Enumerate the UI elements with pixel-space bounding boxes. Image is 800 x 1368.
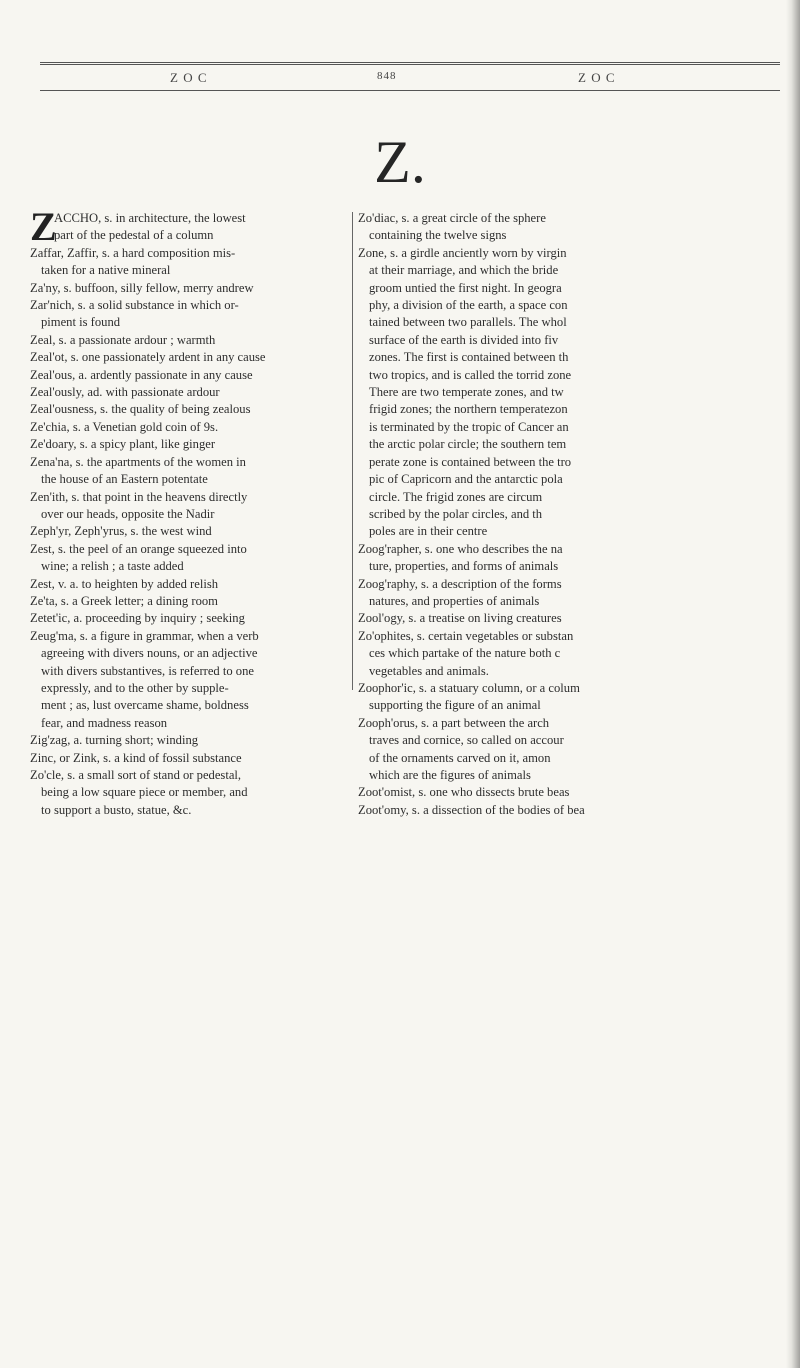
entry-headline: Zest, v. a. to heighten by added relish bbox=[30, 576, 219, 591]
entry-continuation: ces which partake of the nature both c bbox=[369, 646, 561, 661]
entry-headline: Zest, s. the peel of an orange squeezed into bbox=[30, 541, 247, 556]
entry-continuation: at their marriage, and which the bride bbox=[369, 263, 559, 278]
entry-continuation: containing the twelve signs bbox=[369, 228, 507, 243]
entry-continuation: fear, and madness reason bbox=[41, 715, 168, 730]
entry-continuation: phy, a division of the earth, a space con bbox=[369, 298, 568, 313]
dictionary-entry bbox=[30, 332, 348, 349]
entry-headline: Ze'ta, s. a Greek letter; a dining room bbox=[30, 593, 218, 608]
entry-headline: Zoog'raphy, s. a description of the forms bbox=[358, 576, 562, 591]
entry-continuation: scribed by the polar circles, and th bbox=[369, 506, 543, 521]
entry-continuation: traves and cornice, so called on accour bbox=[369, 733, 564, 748]
section-letter: Z. bbox=[374, 129, 426, 195]
entry-headline: Zoophor'ic, s. a statuary column, or a colum bbox=[358, 680, 580, 695]
entry-continuation: the arctic polar circle; the southern tem bbox=[369, 437, 567, 452]
dictionary-entry bbox=[358, 802, 770, 819]
entry-continuation: being a low square piece or member, and bbox=[41, 785, 248, 800]
entry-headline: Zoog'rapher, s. one who describes the na bbox=[358, 541, 563, 556]
entry-headline: Zo'diac, s. a great circle of the sphere bbox=[358, 211, 546, 225]
dictionary-entry bbox=[30, 454, 348, 489]
first-entry-line: ACCHO, s. in architecture, the lowest bbox=[54, 211, 246, 225]
dictionary-entry bbox=[358, 680, 770, 715]
right-entry-list bbox=[358, 210, 770, 819]
entry-continuation: with divers substantives, is referred to one bbox=[41, 663, 254, 678]
entry-headline: Zeal'ously, ad. with passionate ardour bbox=[30, 385, 220, 400]
entry-continuation: ture, properties, and forms of animals bbox=[369, 559, 559, 574]
entry-continuation: zones. The first is contained between th bbox=[369, 350, 569, 365]
dictionary-entry bbox=[358, 541, 770, 576]
entry-headline: Zoot'omy, s. a dissection of the bodies of bea bbox=[358, 802, 585, 817]
first-entry-line: part of the pedestal of a column bbox=[54, 228, 214, 243]
dictionary-entry bbox=[358, 610, 770, 627]
dictionary-entry bbox=[30, 750, 348, 767]
dictionary-entry bbox=[30, 297, 348, 332]
entry-continuation: wine; a relish ; a taste added bbox=[41, 559, 184, 574]
entry-headline: Zaffar, Zaffir, s. a hard composition mis- bbox=[30, 245, 236, 260]
entry-headline: Zo'cle, s. a small sort of stand or pedestal, bbox=[30, 768, 242, 782]
dictionary-entry bbox=[30, 436, 348, 453]
entry-headline: Zeal'ousness, s. the quality of being zealous bbox=[30, 402, 251, 417]
entry-continuation: the house of an Eastern potentate bbox=[41, 472, 208, 487]
entry-headline: Zoot'omist, s. one who dissects brute beas bbox=[358, 785, 570, 800]
dictionary-entry bbox=[30, 576, 348, 593]
entry-headline: Zeph'yr, Zeph'yrus, s. the west wind bbox=[30, 524, 212, 539]
entry-continuation: to support a busto, statue, &c. bbox=[41, 802, 192, 817]
left-entry-list bbox=[30, 245, 348, 819]
entry-headline: Zeal'ous, a. ardently passionate in any cause bbox=[30, 367, 253, 382]
entry-headline: Zeug'ma, s. a figure in grammar, when a verb bbox=[30, 628, 259, 643]
dictionary-entry bbox=[30, 610, 348, 627]
header-rule bbox=[40, 90, 780, 91]
dictionary-entry bbox=[30, 367, 348, 384]
dictionary-entry bbox=[30, 349, 348, 366]
dictionary-entry bbox=[30, 541, 348, 576]
entry-continuation: natures, and properties of animals bbox=[369, 593, 540, 608]
entry-continuation: expressly, and to the other by supple- bbox=[41, 680, 229, 695]
page-number: 848 bbox=[377, 70, 397, 82]
entry-continuation: two tropics, and is called the torrid zone bbox=[369, 367, 572, 382]
dictionary-entry bbox=[30, 419, 348, 436]
dictionary-entry bbox=[358, 576, 770, 611]
dictionary-entry bbox=[30, 523, 348, 540]
entry-headline: Zeal, s. a passionate ardour ; warmth bbox=[30, 332, 216, 347]
dictionary-entry bbox=[30, 767, 348, 819]
dictionary-entry bbox=[30, 628, 348, 732]
right-column bbox=[358, 210, 770, 819]
dictionary-entry bbox=[30, 384, 348, 401]
entry-headline: Zar'nich, s. a solid substance in which or- bbox=[30, 298, 239, 313]
entry-headline: Zetet'ic, a. proceeding by inquiry ; seeking bbox=[30, 611, 245, 626]
dictionary-entry bbox=[30, 732, 348, 749]
entry-continuation: There are two temperate zones, and tw bbox=[369, 385, 564, 400]
entry-headline: Ze'doary, s. a spicy plant, like ginger bbox=[30, 437, 216, 452]
entry-headline: Zo'ophites, s. certain vegetables or substan bbox=[358, 628, 574, 643]
entry-continuation: of the ornaments carved on it, amon bbox=[369, 750, 551, 765]
entry-continuation: pic of Capricorn and the antarctic pola bbox=[369, 472, 563, 487]
entry-headline: Zool'ogy, s. a treatise on living creatures bbox=[358, 611, 562, 626]
column-divider bbox=[352, 212, 353, 690]
entry-headline: Zig'zag, a. turning short; winding bbox=[30, 733, 199, 748]
left-column bbox=[30, 204, 348, 819]
entry-headline: Zooph'orus, s. a part between the arch bbox=[358, 715, 550, 730]
entry-headline: Zen'ith, s. that point in the heavens directly bbox=[30, 489, 248, 504]
top-rule bbox=[40, 62, 780, 63]
entry-headline: Zena'na, s. the apartments of the women in bbox=[30, 454, 246, 469]
dictionary-entry bbox=[358, 715, 770, 785]
entry-continuation: groom untied the first night. In geogra bbox=[369, 280, 562, 295]
dictionary-entry bbox=[30, 280, 348, 297]
entry-headline: Zinc, or Zink, s. a kind of fossil substance bbox=[30, 750, 242, 765]
dictionary-entry bbox=[358, 628, 770, 680]
dictionary-entry bbox=[358, 784, 770, 801]
entry-continuation: ment ; as, lust overcame shame, boldness bbox=[41, 698, 249, 713]
entry-continuation: tained between two parallels. The whol bbox=[369, 315, 567, 330]
dictionary-entry bbox=[30, 593, 348, 610]
running-head-right: Z O C bbox=[578, 70, 616, 85]
running-head-left: Z O C bbox=[170, 70, 208, 85]
entry-continuation: supporting the figure of an animal bbox=[369, 698, 541, 713]
entry-headline: Zone, s. a girdle anciently worn by virgin bbox=[358, 245, 567, 260]
entry-continuation: which are the figures of animals bbox=[369, 768, 531, 782]
entry-continuation: over our heads, opposite the Nadir bbox=[41, 506, 215, 521]
entry-continuation: poles are in their centre bbox=[369, 524, 488, 539]
entry-continuation: surface of the earth is divided into fiv bbox=[369, 332, 559, 347]
entry-headline: Za'ny, s. buffoon, silly fellow, merry andrew bbox=[30, 280, 254, 295]
entry-continuation: agreeing with divers nouns, or an adjective bbox=[41, 646, 258, 661]
dictionary-entry bbox=[30, 245, 348, 280]
first-entry bbox=[30, 204, 348, 249]
dictionary-entry bbox=[30, 401, 348, 418]
entry-continuation: frigid zones; the northern temperatezon bbox=[369, 402, 568, 417]
entry-continuation: piment is found bbox=[41, 315, 121, 330]
dictionary-entry bbox=[358, 245, 770, 541]
drop-cap: Z bbox=[30, 204, 57, 249]
entry-continuation: vegetables and animals. bbox=[369, 663, 489, 678]
entry-continuation: circle. The frigid zones are circum bbox=[369, 489, 543, 504]
entry-continuation: taken for a native mineral bbox=[41, 263, 171, 278]
top-rule-inner bbox=[40, 64, 780, 65]
entry-continuation: is terminated by the tropic of Cancer an bbox=[369, 419, 569, 434]
dictionary-entry bbox=[358, 210, 770, 245]
dictionary-entry bbox=[30, 489, 348, 524]
entry-headline: Zeal'ot, s. one passionately ardent in any cause bbox=[30, 350, 266, 365]
entry-headline: Ze'chia, s. a Venetian gold coin of 9s. bbox=[30, 419, 219, 434]
page-edge-shadow bbox=[786, 0, 800, 1368]
entry-continuation: perate zone is contained between the tro bbox=[369, 454, 572, 469]
